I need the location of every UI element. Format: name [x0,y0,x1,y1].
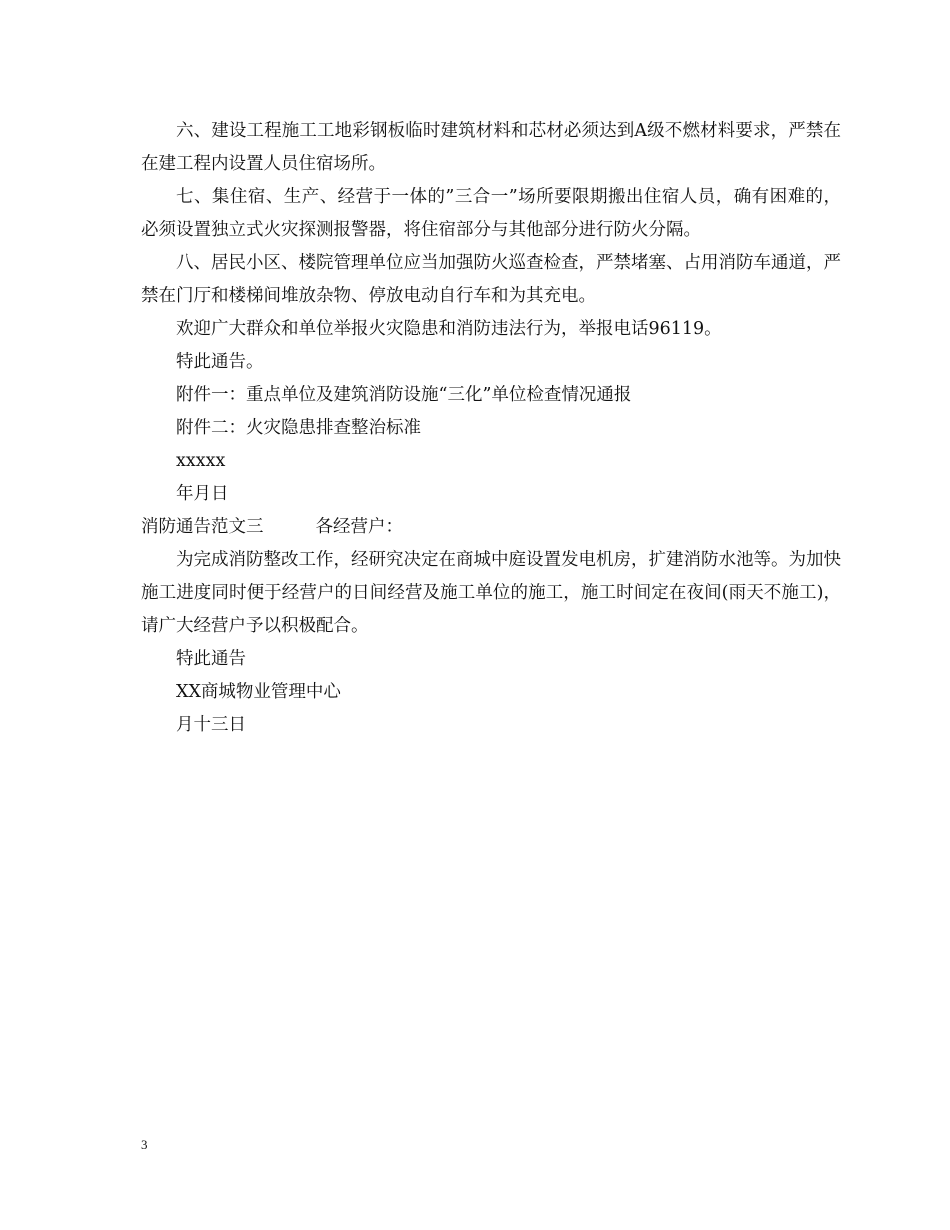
section-body-paragraph: 为完成消防整改工作，经研究决定在商城中庭设置发电机房，扩建消防水池等。为加快施工进度同时便于经营户的日间经营及施工单位的施工，施工时间定在夜间(雨天不施工)，请广大经营户予以积极配合。 [141,550,841,636]
attachment-one: 附件一：重点单位及建筑消防设施“三化”单位检查情况通报 [176,385,632,405]
section-closing: 特此通告 [176,649,246,669]
paragraph-item-seven: 七、集住宿、生产、经营于一体的”三合一”场所要限期搬出住宿人员，确有困难的，必须设置独立式火灾探测报警器，将住宿部分与其他部分进行防火分隔。 [141,187,841,240]
paragraph-item-eight: 八、居民小区、楼院管理单位应当加强防火巡查检查，严禁堵塞、占用消防车通道，严禁在门厅和楼梯间堆放杂物、停放电动自行车和为其充电。 [141,253,841,306]
page-number: 3 [141,1137,148,1152]
salutation: 各经营户： [315,517,403,537]
section-heading-line [141,511,841,544]
document-body [141,115,841,742]
attachment-two: 附件二：火灾隐患排查整治标准 [176,418,421,438]
report-hotline-paragraph: 欢迎广大群众和单位举报火灾隐患和消防违法行为，举报电话96119。 [176,319,722,339]
issuer-placeholder: xxxxx [176,451,226,471]
section-title: 消防通告范文三 [141,517,264,537]
paragraph-item-six: 六、建设工程施工工地彩钢板临时建筑材料和芯材必须达到A级不燃材料要求，严禁在在建工程内设置人员住宿场所。 [141,121,841,174]
date-placeholder: 年月日 [176,484,229,504]
section-issuer: XX商城物业管理中心 [176,682,341,702]
notice-closing: 特此通告。 [176,352,264,372]
section-date: 月十三日 [176,715,246,735]
